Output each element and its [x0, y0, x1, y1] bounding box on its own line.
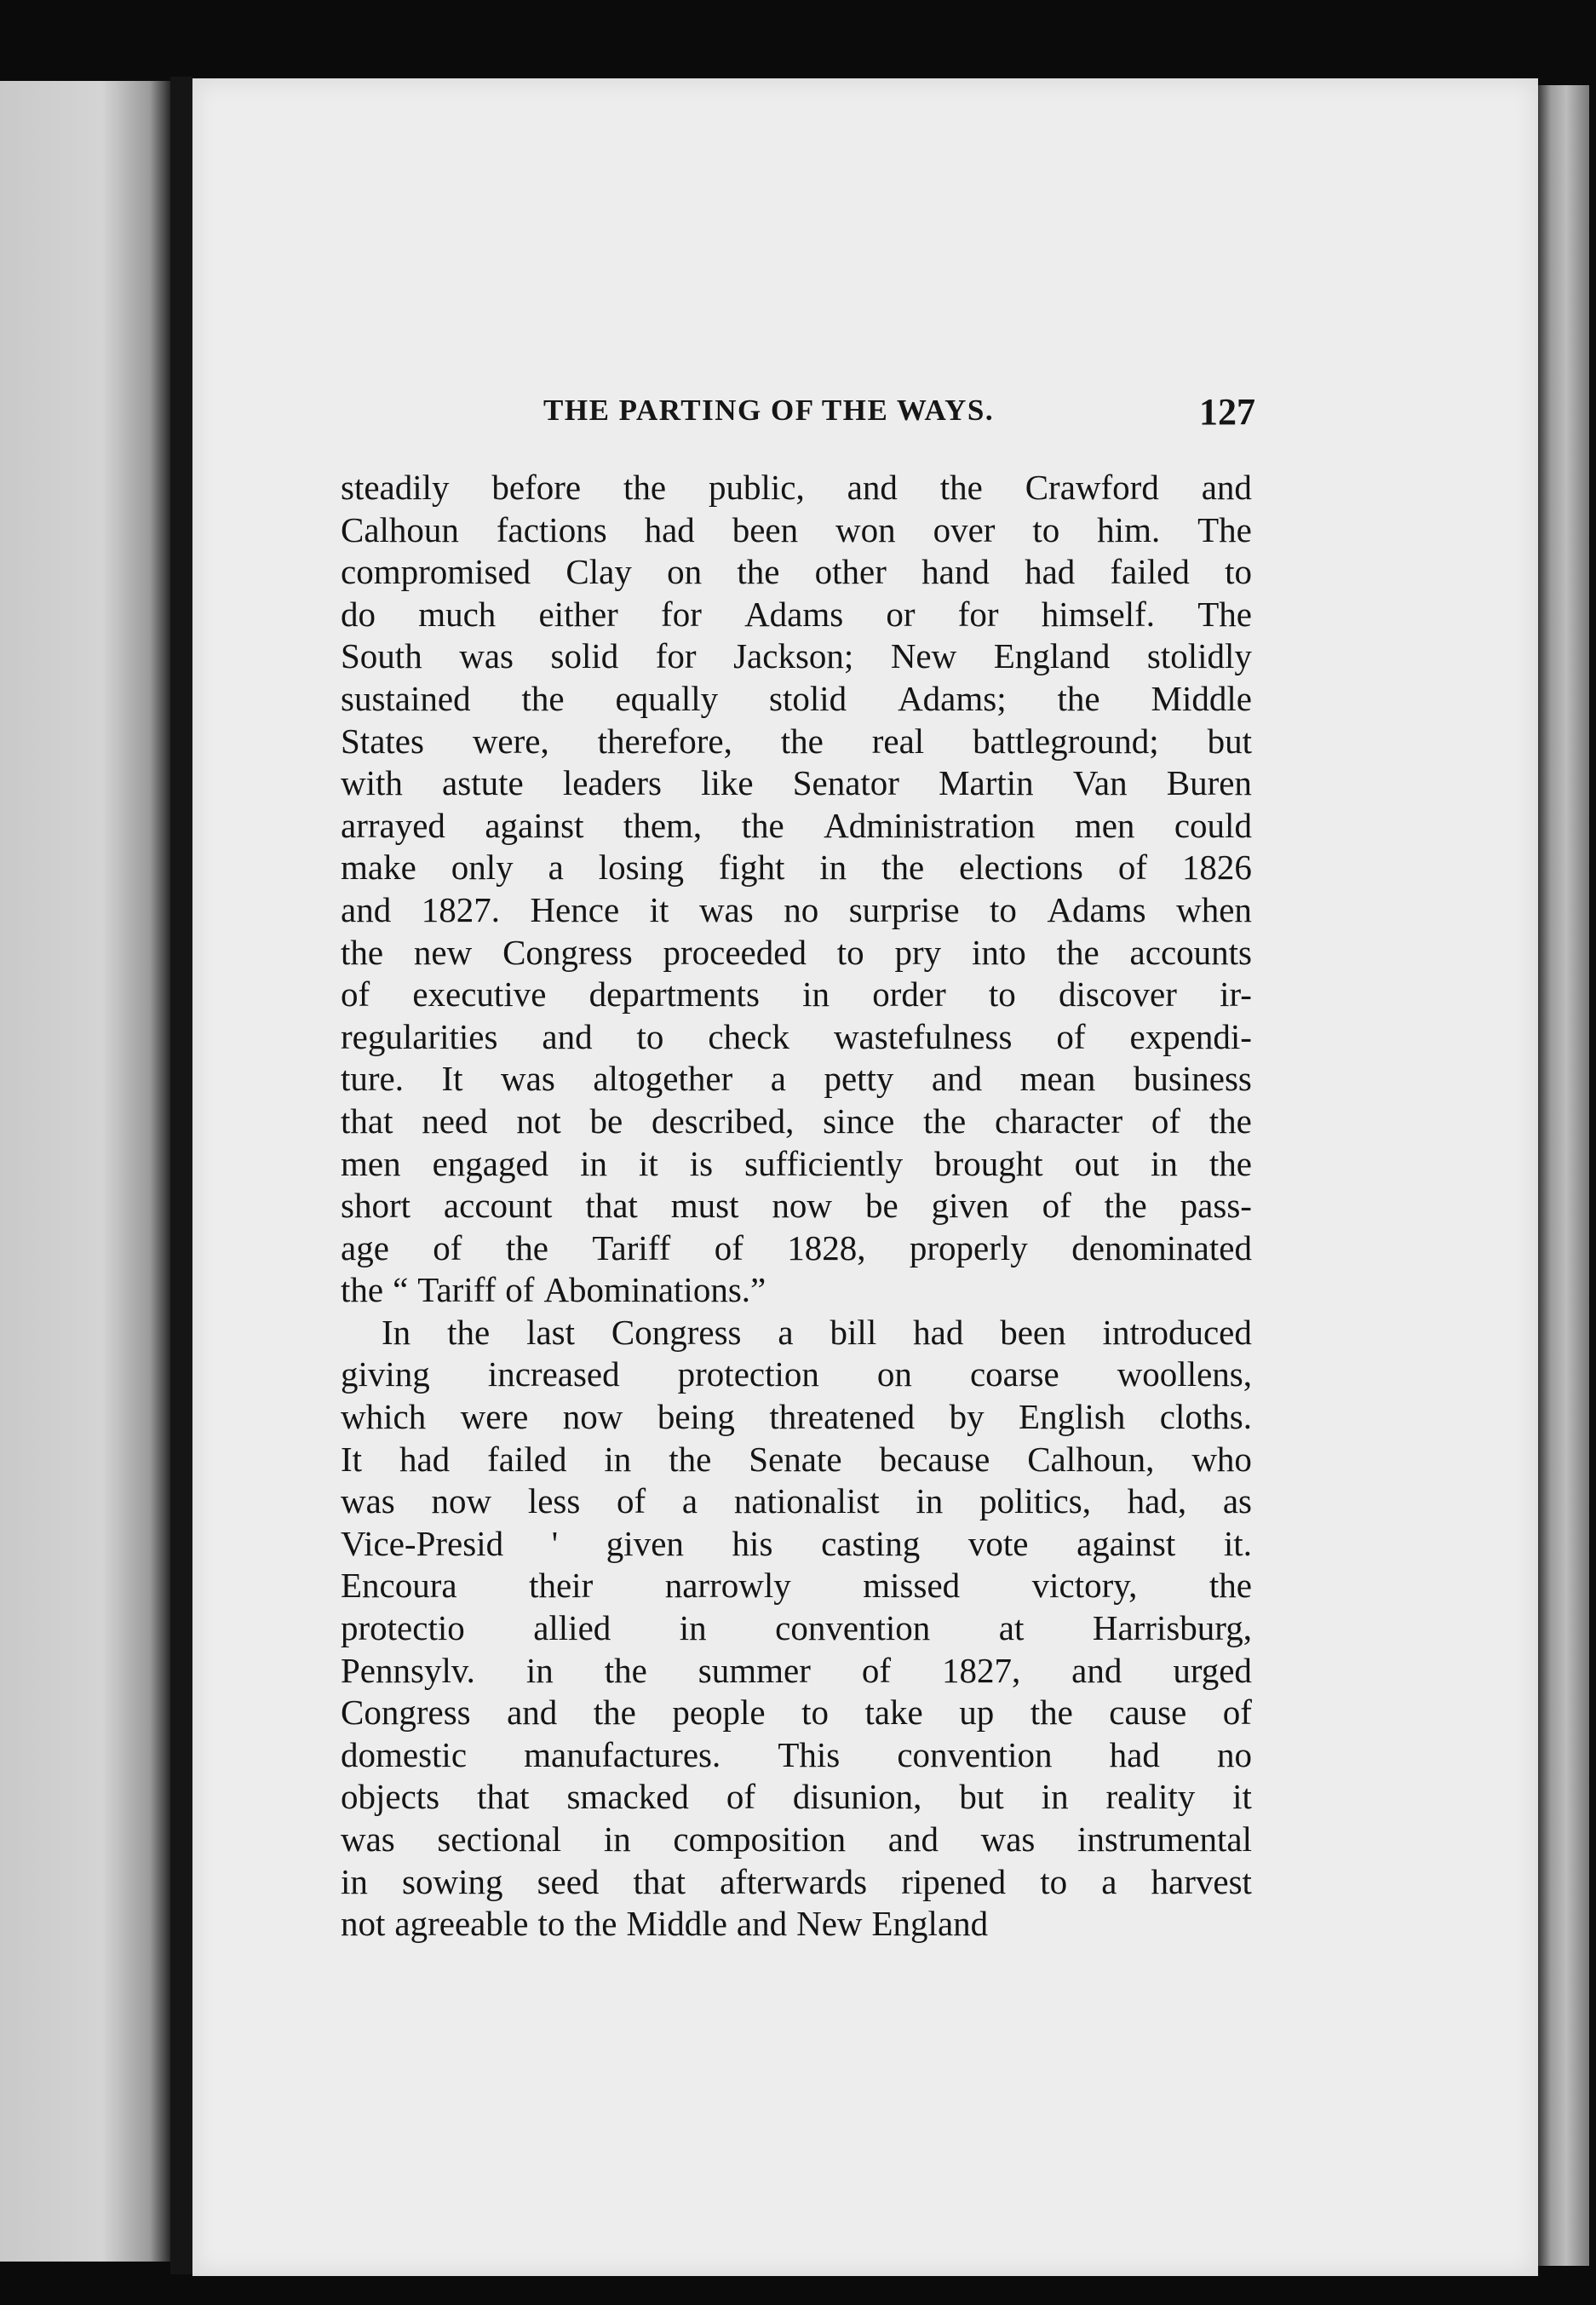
text-line: Encoura their narrowly missed victory, the: [341, 1566, 1252, 1606]
text-line: and 1827. Hence it was no surprise to Adams when: [341, 889, 1252, 929]
text-line: domestic manufactures. This convention had no: [341, 1734, 1252, 1774]
text-line: regularities and to check wastefulness of expendi-: [341, 1016, 1252, 1056]
page-stack-edge: [1538, 85, 1589, 2266]
text-line: in sowing seed that afterwards ripened to a harvest: [341, 1861, 1252, 1901]
body-text: [341, 467, 1252, 1946]
previous-page-edge: [0, 81, 170, 2262]
text-line: not agreeable to the Middle and New England: [341, 1904, 989, 1944]
text-line: with astute leaders like Senator Martin Van Buren: [341, 763, 1252, 803]
text-line: States were, therefore, the real battleground; but: [341, 721, 1252, 761]
text-line: do much either for Adams or for himself. The: [341, 594, 1252, 634]
text-line: men engaged in it is sufficiently brought out in the: [341, 1143, 1252, 1183]
book-gutter: [170, 77, 192, 2274]
text-line: giving increased protection on coarse woollens,: [341, 1354, 1252, 1394]
text-line: was sectional in composition and was instrumental: [341, 1819, 1252, 1859]
text-line: which were now being threatened by English cloths.: [341, 1397, 1252, 1437]
page-header: [543, 391, 1255, 436]
text-line: In the last Congress a bill had been introduced: [382, 1312, 1252, 1352]
text-line: ture. It was altogether a petty and mean business: [341, 1059, 1252, 1099]
text-line: Congress and the people to take up the cause of: [341, 1693, 1252, 1733]
text-line: sustained the equally stolid Adams; the Middle: [341, 678, 1252, 718]
text-line: that need not be described, since the character of the: [341, 1101, 1252, 1141]
text-line: steadily before the public, and the Crawford and: [341, 468, 1252, 507]
text-line: It had failed in the Senate because Calhoun, who: [341, 1439, 1252, 1479]
text-line: short account that must now be given of the pass-: [341, 1186, 1252, 1226]
text-line: age of the Tariff of 1828, properly denominated: [341, 1227, 1252, 1267]
text-line: make only a losing fight in the elections of 1826: [341, 848, 1252, 888]
running-head: THE PARTING OF THE WAYS.: [543, 394, 995, 427]
text-line: Pennsylv. in the summer of 1827, and urged: [341, 1650, 1252, 1690]
page-number: 127: [1199, 391, 1255, 433]
text-line: compromised Clay on the other hand had failed to: [341, 552, 1252, 592]
text-line: the “ Tariff of Abominations.”: [341, 1270, 766, 1310]
text-line: Calhoun factions had been won over to him. The: [341, 509, 1252, 549]
text-line: was now less of a nationalist in politics, had, as: [341, 1481, 1252, 1521]
text-line: objects that smacked of disunion, but in reality it: [341, 1777, 1252, 1817]
text-line: of executive departments in order to discover ir-: [341, 974, 1252, 1015]
text-line: South was solid for Jackson; New England stolidly: [341, 636, 1252, 676]
text-line: Vice-Presid ' given his casting vote against it.: [341, 1523, 1252, 1563]
text-line: the new Congress proceeded to pry into the accounts: [341, 932, 1252, 972]
text-line: arrayed against them, the Administration men could: [341, 805, 1252, 845]
text-line: protectio allied in convention at Harrisburg,: [341, 1608, 1252, 1648]
